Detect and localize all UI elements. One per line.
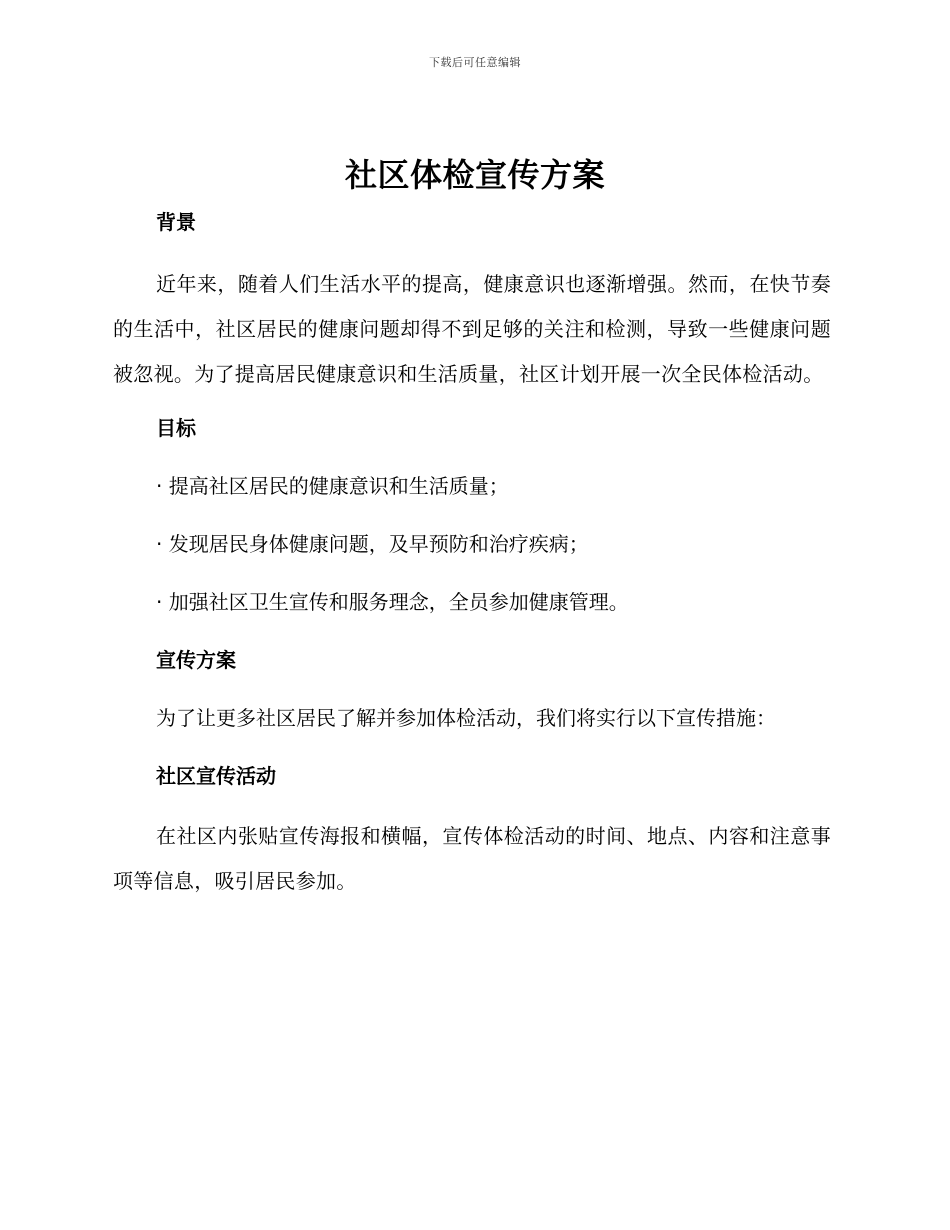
goal-item-3: · 加强社区卫生宣传和服务理念，全员参加健康管理。 [156, 590, 629, 614]
plan-paragraph: 为了让更多社区居民了解并参加体检活动，我们将实行以下宣传措施： [156, 706, 776, 730]
spacer [113, 240, 831, 262]
goal-item-1: · 提高社区居民的健康意识和生活质量； [156, 474, 509, 498]
spacer [113, 620, 831, 642]
spacer [113, 446, 831, 468]
spacer [113, 397, 831, 410]
section-heading-background: 背景 [156, 210, 196, 234]
header-note: 下载后可任意编辑 [429, 56, 521, 69]
spacer [113, 678, 831, 700]
section-heading-plan: 宣传方案 [156, 648, 236, 672]
section-heading-goals: 目标 [156, 416, 196, 440]
goal-item-2: · 发现居民身体健康问题，及早预防和治疗疾病； [156, 532, 589, 556]
document-body [113, 204, 831, 904]
background-paragraph: 近年来，随着人们生活水平的提高，健康意识也逐渐增强。然而，在快节奏的生活中，社区居民的健康问题却得不到足够的关注和检测，导致一些健康问题被忽视。为了提高居民健康意识和生活质量，社区计划开展一次全民体检活动。 [113, 272, 831, 386]
spacer [113, 794, 831, 814]
community-paragraph: 在社区内张贴宣传海报和横幅，宣传体检活动的时间、地点、内容和注意事项等信息，吸引居民参加。 [113, 824, 831, 893]
spacer [113, 504, 831, 526]
spacer [113, 736, 831, 758]
section-heading-community: 社区宣传活动 [156, 764, 276, 788]
document-title: 社区体检宣传方案 [344, 156, 605, 194]
spacer [113, 562, 831, 584]
